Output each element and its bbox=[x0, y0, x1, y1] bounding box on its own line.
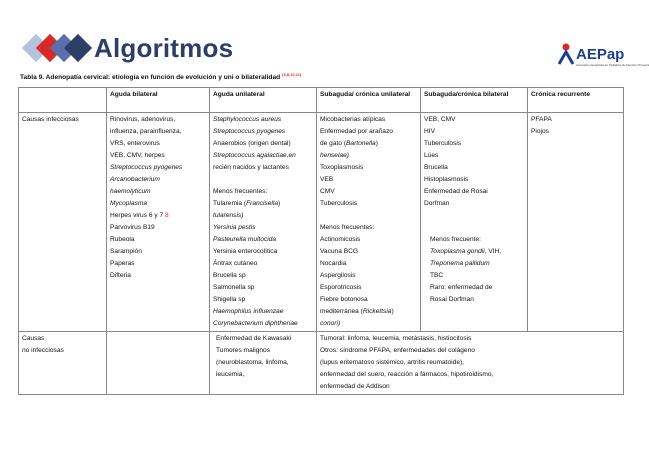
cell-text: Tumoral: linfoma, leucemia, metástasis, histiocitosis bbox=[320, 335, 472, 342]
cell-text: Tuberculosis bbox=[320, 200, 358, 207]
cell-text: , VIH, bbox=[484, 248, 502, 255]
cell-line bbox=[213, 282, 313, 294]
header-cell: Subaguda/ crónica unilateral bbox=[317, 88, 421, 113]
cell-ref: 8 bbox=[164, 212, 169, 219]
cell-line bbox=[213, 234, 313, 246]
cell-aguda-bilateral bbox=[107, 332, 210, 395]
cell-line bbox=[320, 186, 417, 198]
cell-line bbox=[320, 270, 417, 282]
cell-text: Herpes virus 6 y 7 bbox=[110, 212, 164, 219]
header-cell: Aguda unilateral bbox=[210, 88, 317, 113]
cell-line bbox=[110, 198, 206, 210]
cell-line bbox=[213, 186, 313, 198]
cell-line bbox=[110, 222, 206, 234]
cell-text: haemolyticum bbox=[110, 188, 151, 195]
cell-text: ) bbox=[278, 200, 281, 207]
cell-line bbox=[213, 294, 313, 306]
cell-text: Anaerobios (origen dental) bbox=[213, 140, 291, 147]
cell-text: tularensis) bbox=[213, 212, 244, 219]
header-cell: Aguda bilateral bbox=[107, 88, 210, 113]
cell-text: Histoplasmosis bbox=[424, 176, 469, 183]
cell-line bbox=[320, 318, 417, 330]
cell-text: TBC bbox=[430, 272, 444, 279]
cell-text: Streptococcus agalactiae,en bbox=[213, 152, 296, 159]
cell-text: conori) bbox=[320, 320, 341, 327]
cell-text: CMV bbox=[320, 188, 335, 195]
cell-line bbox=[320, 306, 417, 318]
cell-text: Yersinia pestis bbox=[213, 224, 256, 231]
cell-line bbox=[110, 246, 206, 258]
cell-text: Difteria bbox=[110, 272, 131, 279]
cell-text: Micobacterias atípicas bbox=[320, 116, 386, 123]
cell-text: Tumores malignos bbox=[216, 347, 270, 354]
cell-line bbox=[424, 186, 524, 198]
cell-line bbox=[110, 126, 206, 138]
cell-text: VEB bbox=[320, 176, 334, 183]
cell-text: enfermedad de Addison bbox=[320, 383, 390, 390]
cell-subaguda-span bbox=[317, 332, 624, 395]
cell-line bbox=[320, 138, 417, 150]
cell-line bbox=[531, 114, 620, 126]
cell-line bbox=[424, 210, 524, 222]
cell-text: Enfermedad de Rosai bbox=[424, 188, 488, 195]
cell-line bbox=[320, 126, 417, 138]
cell-line bbox=[110, 270, 206, 282]
cell-line bbox=[424, 222, 524, 234]
cell-line bbox=[213, 198, 313, 210]
cell-text: Brucella sp bbox=[213, 272, 246, 279]
cell-line bbox=[320, 357, 620, 369]
cell-text: Mycoplasma bbox=[110, 200, 148, 207]
cell-text: Dorfman bbox=[424, 200, 450, 207]
aepap-logo bbox=[556, 42, 649, 70]
cell-text: Rinovirus, adenovirus, bbox=[110, 116, 176, 123]
cell-text: Brucella bbox=[424, 164, 448, 171]
cell-text: Lúes bbox=[424, 152, 439, 159]
cell-line bbox=[216, 357, 313, 369]
cell-text: Otros: síndrome PFAPA, enfermedades del colágeno bbox=[320, 347, 475, 354]
cell-line bbox=[320, 381, 620, 393]
cell-line bbox=[320, 210, 417, 222]
cell-text: Menos frecuentes: bbox=[213, 188, 268, 195]
cell-text: Rosai Dorfman bbox=[430, 296, 474, 303]
cell-line bbox=[213, 126, 313, 138]
cell-text: Raro: enfermedad de bbox=[430, 284, 493, 291]
cell-line bbox=[320, 294, 417, 306]
table-header-row bbox=[19, 88, 624, 113]
aepap-logo-text: AEPap bbox=[576, 46, 625, 63]
cell-line bbox=[110, 210, 206, 222]
cell-line bbox=[424, 162, 524, 174]
cell-line bbox=[424, 198, 524, 210]
cell-subaguda-bilateral bbox=[421, 113, 528, 332]
cell-line bbox=[320, 150, 417, 162]
cell-text: ) bbox=[375, 140, 378, 147]
cell-text: recién nacidos y lactantes bbox=[213, 164, 289, 171]
cell-text: Toxoplasmosis bbox=[320, 164, 364, 171]
cell-text: henselae) bbox=[320, 152, 349, 159]
cell-text: HIV bbox=[424, 128, 435, 135]
cell-line bbox=[213, 114, 313, 126]
cell-line bbox=[320, 258, 417, 270]
cell-text: Menos frecuentes: bbox=[320, 224, 375, 231]
cell-line bbox=[424, 126, 524, 138]
cell-line bbox=[110, 186, 206, 198]
cell-text: Aspergilosis bbox=[320, 272, 356, 279]
cell-line bbox=[424, 138, 524, 150]
cell-text: Ántrax cutáneo bbox=[213, 260, 258, 267]
row-label-line: Causas bbox=[22, 335, 45, 342]
cell-text: Enfermedad por arañazo bbox=[320, 128, 393, 135]
cell-line bbox=[320, 333, 620, 345]
cell-text: Streptococcus pyogenes bbox=[110, 164, 183, 171]
cell-text: mediterránea ( bbox=[320, 308, 363, 315]
cell-text: PFAPA bbox=[531, 116, 552, 123]
cell-line bbox=[110, 234, 206, 246]
cell-text: influenza, parainfluenza, bbox=[110, 128, 182, 135]
cell-text: VEB, CMV, herpes bbox=[110, 152, 165, 159]
cell-aguda-unilateral bbox=[210, 113, 317, 332]
cell-line bbox=[216, 333, 313, 345]
cell-text-italic: Bartonella bbox=[346, 140, 376, 147]
caption-title: Tabla 9. Adenopatía cervical: etiología en función de evolución y uni o bilateralidad bbox=[20, 74, 281, 82]
cell-line bbox=[320, 234, 417, 246]
cell-text: Toxoplasma gondii bbox=[430, 248, 485, 255]
cell-line bbox=[320, 222, 417, 234]
cell-text: Corynebacterium diphtheriae bbox=[213, 320, 298, 327]
cell-line bbox=[213, 210, 313, 222]
cell-text: Arcanobacterium bbox=[110, 176, 160, 183]
cell-line bbox=[320, 198, 417, 210]
table-row-no-infecciosas bbox=[19, 332, 624, 395]
cell-text: Streptococcus pyogenes bbox=[213, 128, 286, 135]
cell-line bbox=[216, 345, 313, 357]
header-cell bbox=[19, 88, 107, 113]
cell-line bbox=[424, 114, 524, 126]
cell-text: Treponema pallidum bbox=[430, 260, 490, 267]
cell-line bbox=[213, 222, 313, 234]
cell-text: Tuberculosis bbox=[424, 140, 462, 147]
cell-text: Nocardia bbox=[320, 260, 347, 267]
cell-line bbox=[213, 150, 313, 162]
header-cell: Crónica recurrente bbox=[528, 88, 624, 113]
cell-line bbox=[213, 318, 313, 330]
cell-line bbox=[320, 282, 417, 294]
cell-cronica-recurrente bbox=[528, 113, 624, 332]
caption-refs: (5,8,10,11) bbox=[282, 72, 302, 77]
cell-text: Rubeola bbox=[110, 236, 135, 243]
header-cell: Subaguda/crónica bilateral bbox=[421, 88, 528, 113]
cell-text: enfermedad del suero, reacción a fármacos, hipotiroidismo, bbox=[320, 371, 494, 378]
cell-text: ) bbox=[391, 308, 394, 315]
cell-line bbox=[531, 126, 620, 138]
cell-line bbox=[110, 150, 206, 162]
cell-line bbox=[424, 258, 524, 270]
cell-line bbox=[110, 258, 206, 270]
cell-text: Tularemia ( bbox=[213, 200, 247, 207]
cell-line bbox=[110, 162, 206, 174]
cell-line bbox=[320, 369, 620, 381]
table-caption bbox=[20, 72, 301, 81]
cell-line bbox=[213, 138, 313, 150]
table-row-infecciosas bbox=[19, 113, 624, 332]
cell-line bbox=[424, 246, 524, 258]
cell-line bbox=[216, 369, 313, 381]
cell-line bbox=[320, 345, 620, 357]
cell-line bbox=[424, 174, 524, 186]
cell-text: Actinomicosis bbox=[320, 236, 361, 243]
row-label-line: no infecciosas bbox=[22, 347, 64, 354]
cell-text: Menos frecuente: bbox=[430, 236, 481, 243]
cell-text: de gato ( bbox=[320, 140, 347, 147]
cell-line bbox=[213, 306, 313, 318]
cell-text: Yersinia enterocolítica bbox=[213, 248, 278, 255]
cell-line bbox=[213, 246, 313, 258]
cell-line bbox=[213, 162, 313, 174]
cell-text: Esporotricosis bbox=[320, 284, 362, 291]
cell-line bbox=[320, 174, 417, 186]
cell-text: Staphylococcus aureus bbox=[213, 116, 282, 123]
page-header bbox=[0, 0, 649, 72]
cell-line bbox=[424, 150, 524, 162]
cell-text: Parvovirus B19 bbox=[110, 224, 155, 231]
cell-text: Haemophilus influenzae bbox=[213, 308, 284, 315]
brand-name: Algoritmos bbox=[94, 32, 234, 63]
cell-text: Fiebre botonosa bbox=[320, 296, 368, 303]
cell-subaguda-unilateral bbox=[317, 113, 421, 332]
cell-text: Piojos bbox=[531, 128, 549, 135]
diamonds-icon bbox=[22, 28, 92, 68]
cell-line bbox=[110, 138, 206, 150]
cell-text: (lupus eritematoso sistémico, artritis reumatoide), bbox=[320, 359, 465, 366]
cell-line bbox=[424, 234, 524, 246]
cell-line bbox=[424, 270, 524, 282]
aepap-figure-icon bbox=[556, 42, 578, 66]
cell-aguda-unilateral bbox=[210, 332, 317, 395]
cell-line bbox=[320, 114, 417, 126]
cell-text: VRS, enterovirus bbox=[110, 140, 160, 147]
cell-text-italic: Francisella bbox=[246, 200, 278, 207]
cell-line bbox=[424, 294, 524, 306]
cell-text: Salmonella sp bbox=[213, 284, 255, 291]
cell-line bbox=[424, 282, 524, 294]
aepap-logo-subtitle: Asociación Española de Pediatría de Atención Primaria bbox=[576, 63, 649, 67]
cell-text: Vacuna BCG bbox=[320, 248, 358, 255]
cell-text: (neuroblastoma, linfoma, bbox=[216, 359, 289, 366]
cell-text-italic: Rickettsia bbox=[362, 308, 392, 315]
cell-line bbox=[320, 246, 417, 258]
cell-line bbox=[213, 174, 313, 186]
cell-line bbox=[320, 162, 417, 174]
cell-line bbox=[110, 174, 206, 186]
cell-text: VEB, CMV bbox=[424, 116, 456, 123]
cell-text: Shigella sp bbox=[213, 296, 246, 303]
cell-text: Enfermedad de Kawasaki bbox=[216, 335, 292, 342]
cell-text: leucemia, bbox=[216, 371, 245, 378]
cell-text: Sarampión bbox=[110, 248, 142, 255]
cell-line bbox=[110, 114, 206, 126]
cell-text: Pasteurella multocida bbox=[213, 236, 277, 243]
cell-line bbox=[213, 270, 313, 282]
cell-text: Paperas bbox=[110, 260, 135, 267]
cell-aguda-bilateral bbox=[107, 113, 210, 332]
cell-line bbox=[213, 258, 313, 270]
row-label: Causas infecciosas bbox=[19, 113, 107, 332]
etiology-table bbox=[18, 87, 624, 395]
algoritmos-logo bbox=[22, 28, 233, 68]
row-label bbox=[19, 332, 107, 395]
